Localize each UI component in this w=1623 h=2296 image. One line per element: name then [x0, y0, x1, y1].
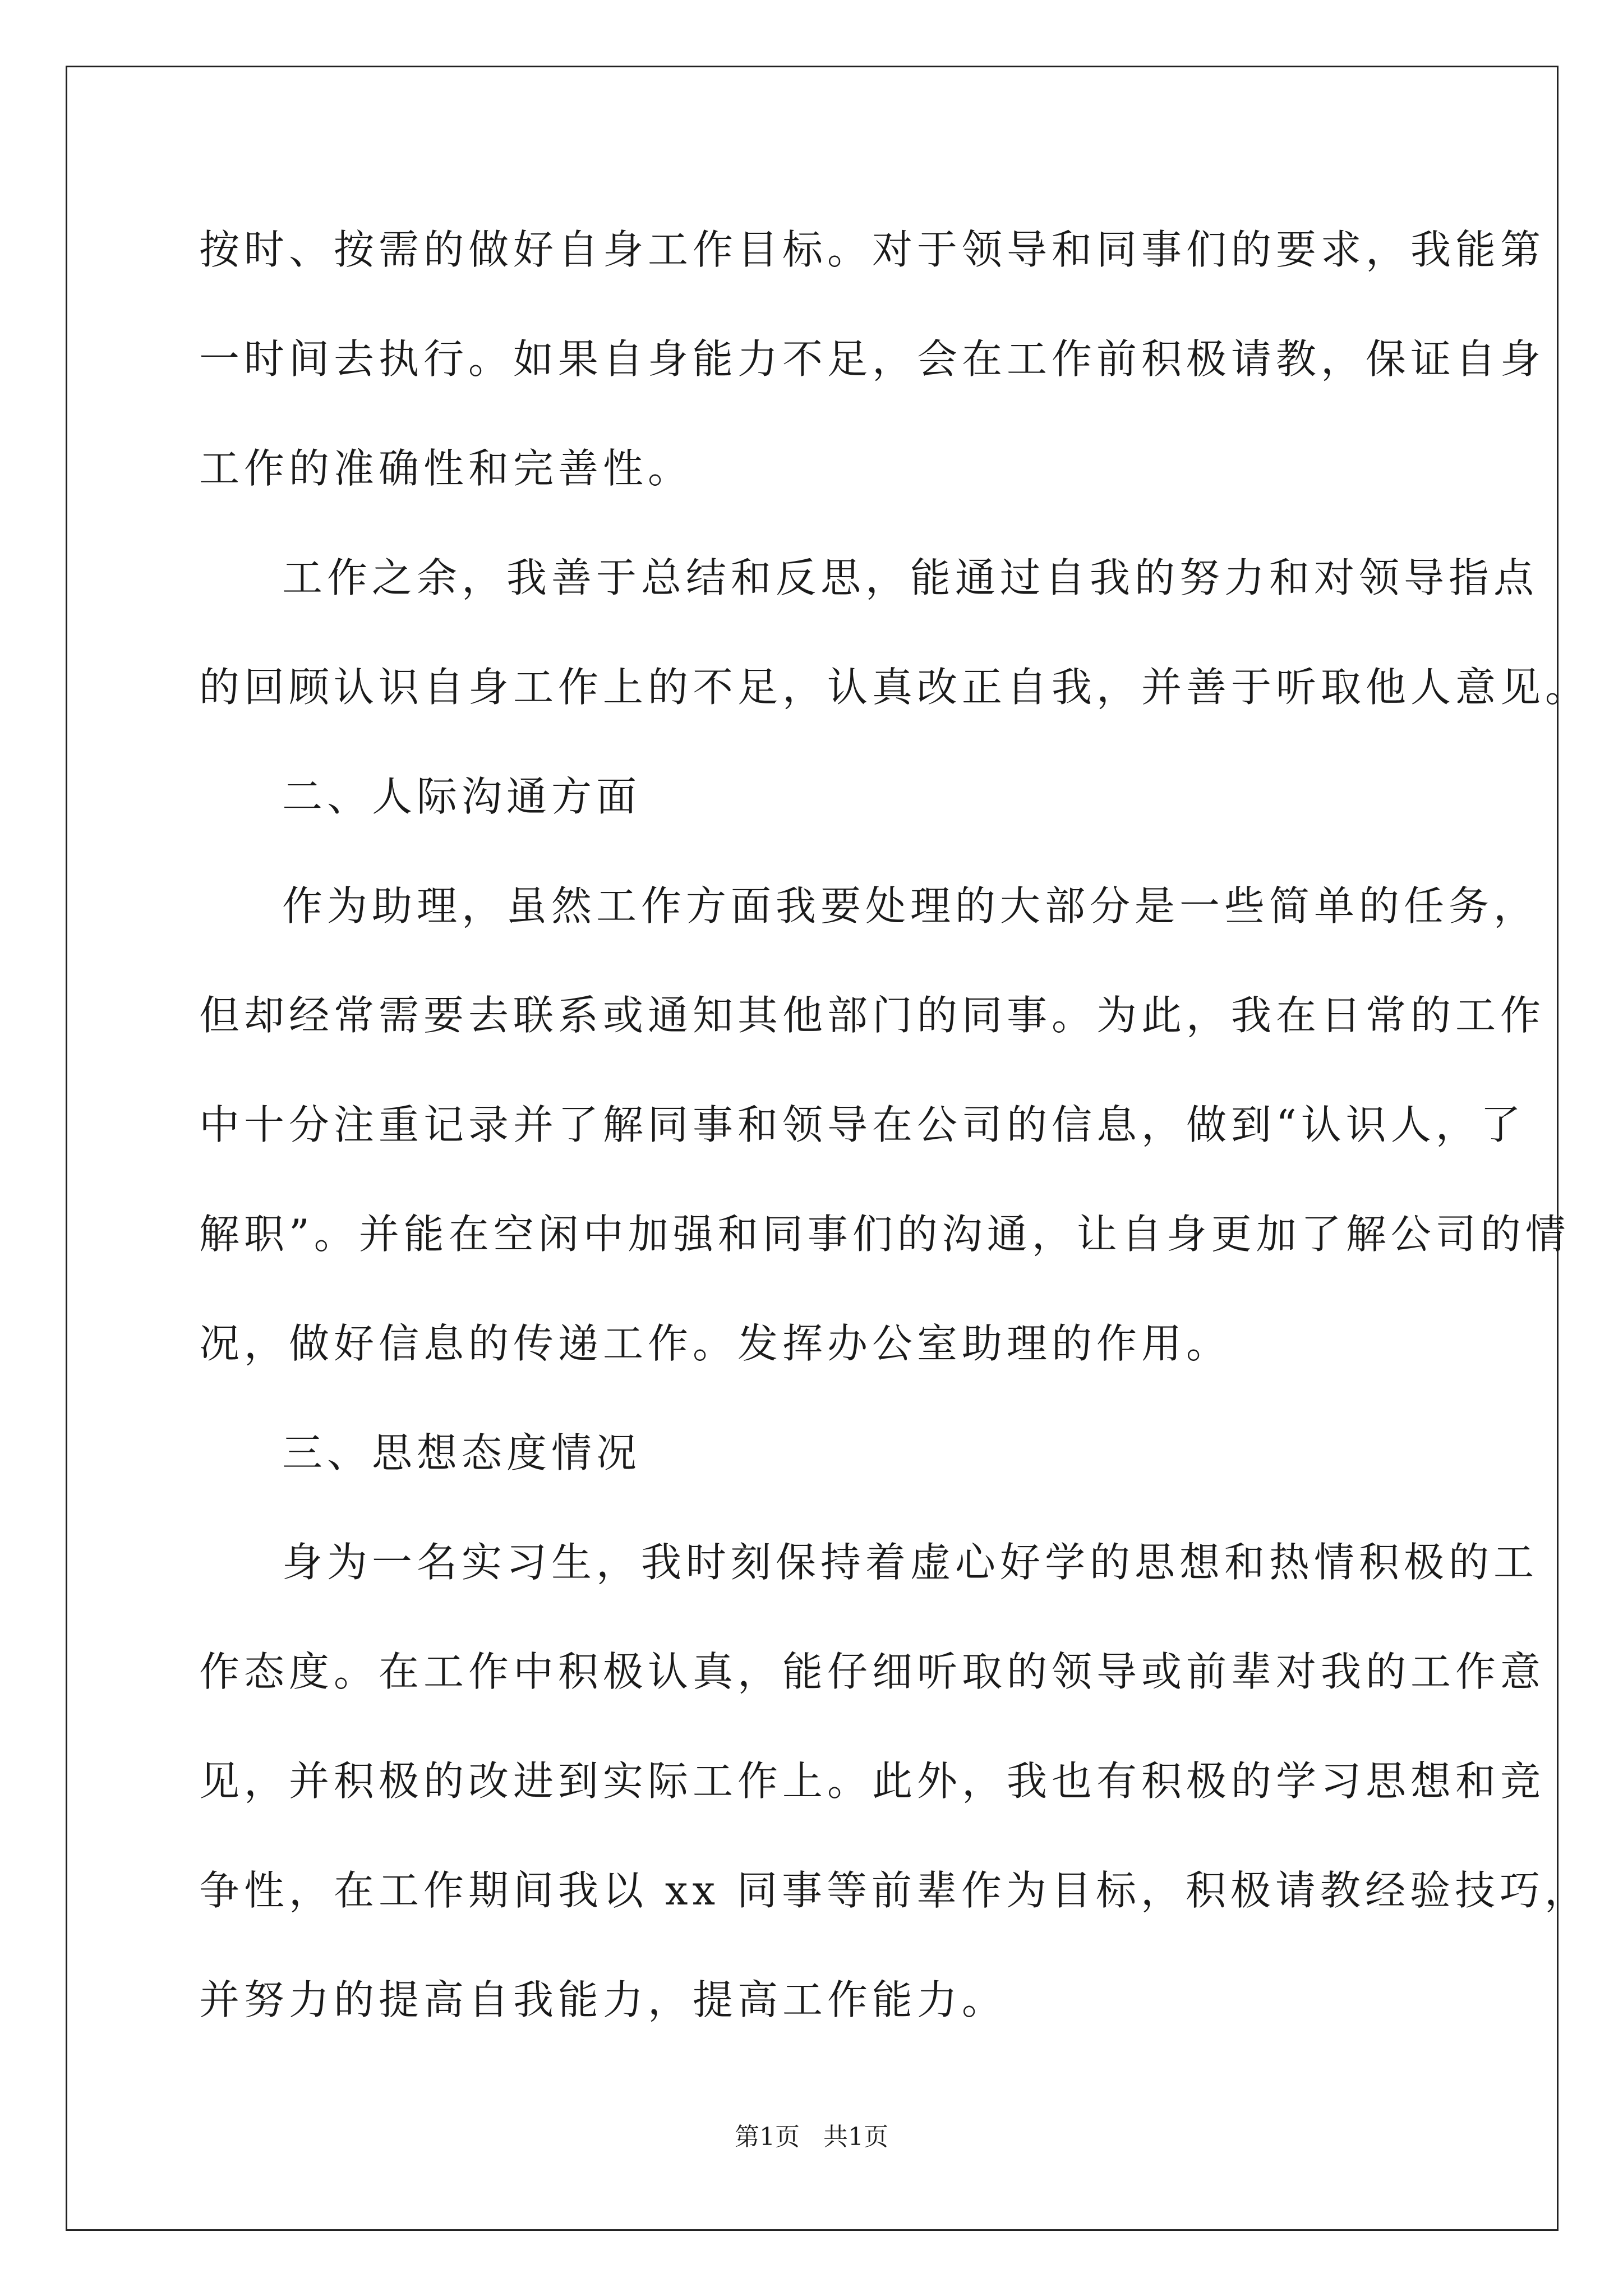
- paragraph-start: 身为一名实习生，我时刻保持着虚心好学的思想和热情积极的工: [282, 1539, 1539, 1586]
- section-heading-interpersonal: 二、人际沟通方面: [282, 773, 642, 820]
- section-heading-attitude: 三、思想态度情况: [282, 1429, 642, 1476]
- text-line: 争性，在工作期间我以 xx 同事等前辈作为目标，积极请教经验技巧，: [199, 1867, 1589, 1914]
- paragraph-start: 作为助理，虽然工作方面我要处理的大部分是一些简单的任务，: [282, 882, 1539, 930]
- text-line: 但却经常需要去联系或通知其他部门的同事。为此，我在日常的工作: [199, 992, 1546, 1039]
- text-line: 按时、按需的做好自身工作目标。对于领导和同事们的要求，我能第: [199, 226, 1546, 273]
- text-line: 中十分注重记录并了解同事和领导在公司的信息，做到“认识人，了: [199, 1101, 1525, 1148]
- text-line: 的回顾认识自身工作上的不足，认真改正自我，并善于听取他人意见。: [199, 664, 1590, 711]
- page-footer: 第1页 共1页: [735, 2123, 888, 2151]
- text-line: 作态度。在工作中积极认真，能仔细听取的领导或前辈对我的工作意: [199, 1648, 1546, 1695]
- text-line: 一时间去执行。如果自身能力不足，会在工作前积极请教，保证自身: [199, 335, 1546, 383]
- text-line: 况，做好信息的传递工作。发挥办公室助理的作用。: [199, 1320, 1232, 1367]
- text-line: 解职”。并能在空闲中加强和同事们的沟通，让自身更加了解公司的情: [199, 1211, 1570, 1258]
- document-body: [199, 213, 1590, 2073]
- text-line: 并努力的提高自我能力，提高工作能力。: [199, 1976, 1007, 2023]
- paragraph-start: 工作之余，我善于总结和反思，能通过自我的努力和对领导指点: [282, 554, 1539, 601]
- text-line: 见，并积极的改进到实际工作上。此外，我也有积极的学习思想和竞: [199, 1757, 1546, 1805]
- text-line: 工作的准确性和完善性。: [199, 445, 693, 492]
